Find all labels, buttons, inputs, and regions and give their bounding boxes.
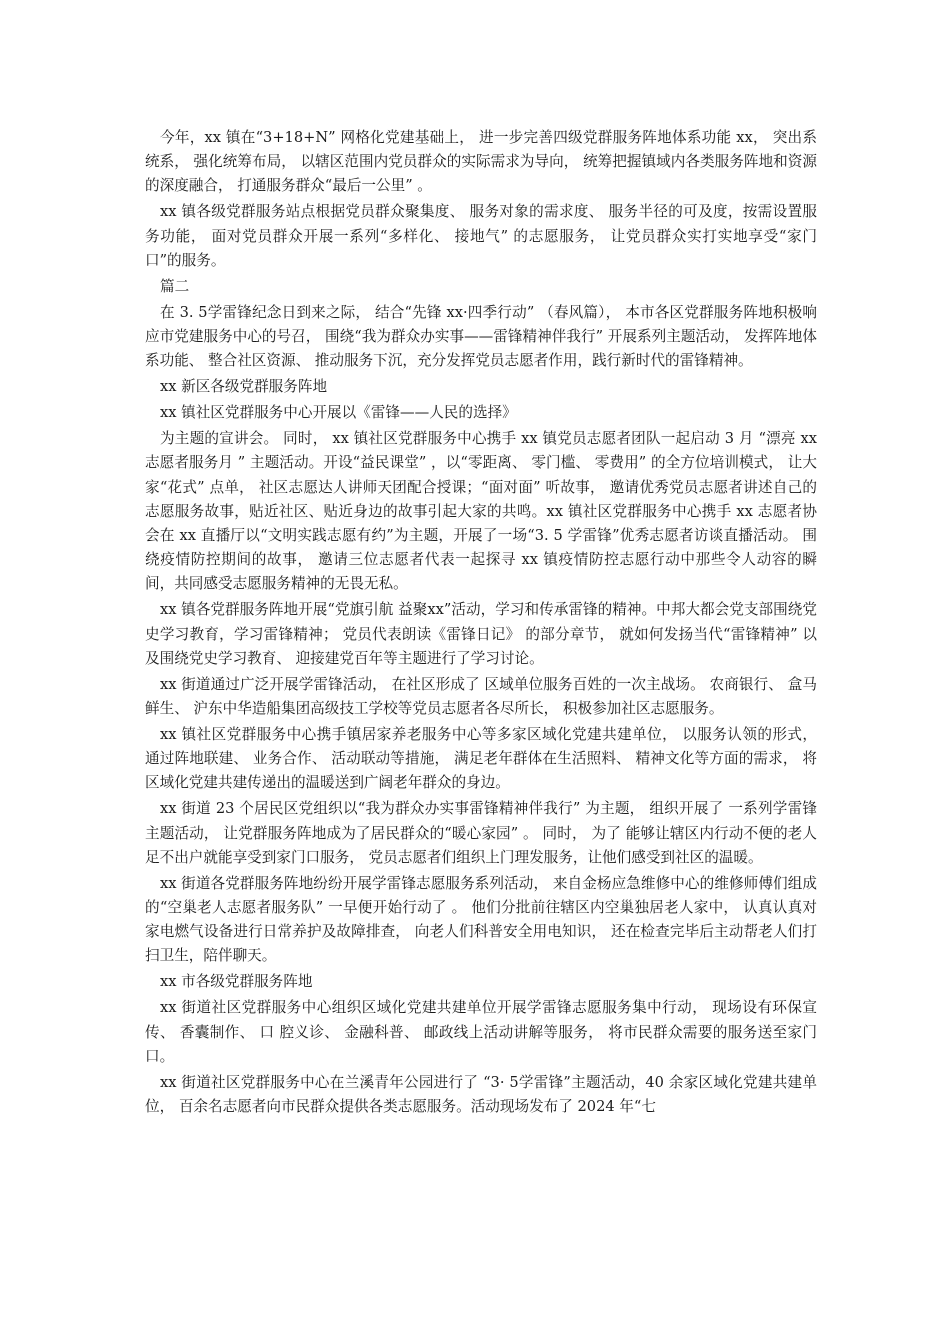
paragraph-leifeng-day: 在 3. 5学雷锋纪念日到来之际， 结合“先锋 xx·四季行动” （春风篇）， 本市各区党群服务阵地积极响应市党建服务中心的号召， 围绕“我为群众办实事——雷锋精神伴我行” 开展系列主题活动， 发挥阵地体系功能、 整合社区资源、 推动服务下沉，充分发挥党员志愿者作用，践行新时代的雷锋精神。	[145, 303, 817, 370]
paragraph-lecture-title: xx 镇社区党群服务中心开展以《雷锋——人民的选择》	[160, 404, 517, 422]
paragraph-repair-team: xx 街道各党群服务阵地纷纷开展学雷锋志愿服务系列活动， 来自金杨应急维修中心的维修师傅们组成的“空巢老人志愿者服务队” 一早便开始行动了 。 他们分批前往辖区内空巢独居老人家中， 认真认真对家电燃气设备进行日常养护及故障排查， 向老人们科普安全用电知识， 还在检查完毕后主动帮老人们打扫卫生，陪伴聊天。	[145, 874, 817, 965]
paragraph-youth-park: xx 街道社区党群服务中心在兰溪青年公园进行了 “3· 5学雷锋”主题活动，40 余家区域化党建共建单位， 百余名志愿者向市民群众提供各类志愿服务。活动现场发布了 2024 年“七	[145, 1073, 817, 1116]
paragraph-elderly-care: xx 镇社区党群服务中心携手镇居家养老服务中心等多家区域化党建共建单位， 以服务认领的形式， 通过阵地联建、 业务合作、 活动联动等措施， 满足老年群体在生活照料、 精神文化等方面的需求， 将区域化党建共建传递出的温暖送到广阔老年群众的身边。	[145, 726, 817, 792]
paragraph-street-activities: xx 街道通过广泛开展学雷锋活动， 在社区形成了 区域单位服务百姓的一次主战场。 农商银行、 盒马鲜生、 沪东中华造船集团高级技工学校等党员志愿者各尽所长， 积极参加社区志愿服务。	[145, 675, 817, 718]
paragraph-volunteer-month: 为主题的宣讲会。 同时， xx 镇社区党群服务中心携手 xx 镇党员志愿者团队一起启动 3 月 “漂亮 xx 志愿者服务月 ” 主题活动。开设“益民课堂” ，以“零距离、 零门槛、 零费用” 的全方位培训模式， 让大家“花式” 点单， 社区志愿达人讲师天团配合授课；“面对面” 听故事， 邀请优秀党员志愿者讲述自己的志愿服务故事，贴近社区、贴近身边的故事引起大家的共鸣。xx 镇社区党群服务中心携手 xx 志愿者协会在 xx 直播厅以“文明实践志愿有约”为主题，开展了一场“3. 5 学雷锋”优秀志愿者访谈直播活动。 围绕疫情防控期间的故事， 邀请三位志愿者代表一起探寻 xx 镇疫情防控志愿行动中那些令人动容的瞬间，共同感受志愿服务精神的无畏无私。	[145, 430, 817, 593]
paragraph-residential-committees: xx 街道 23 个居民区党组织以“我为群众办实事雷锋精神伴我行” 为主题， 组织开展了 一系列学雷锋主题活动， 让党群服务阵地成为了居民群众的“暖心家园” 。 同时， 为了 能够让辖区内行动不便的老人足不出户就能享受到家门口服务， 党员志愿者们组织上门理发服务，让他们感受到社区的温暖。	[145, 800, 817, 866]
paragraph-intro: 今年，xx 镇在“3+18+N” 网格化党建基础上， 进一步完善四级党群服务阵地体系功能 xx， 突出系统系， 强化统筹布局， 以辖区范围内党员群众的实际需求为导向， 统筹把握镇域内各类服务阵地和资源的深度融合， 打通服务群众“最后一公里” 。	[145, 129, 817, 195]
paragraph-centralized-action: xx 街道社区党群服务中心组织区域化党建共建单位开展学雷锋志愿服务集中行动， 现场设有环保宣传、 香囊制作、 口 腔义诊、 金融科普、 邮政线上活动讲解等服务， 将市民群众需要的服务送至家门口。	[145, 999, 817, 1065]
subheading-new-district: xx 新区各级党群服务阵地	[160, 378, 328, 396]
section-heading-part-two: 篇二	[160, 277, 190, 295]
paragraph-service-stations: xx 镇各级党群服务站点根据党员群众聚集度、 服务对象的需求度、 服务半径的可及度，按需设置服务功能， 面对党员群众开展一系列“多样化、 接地气” 的志愿服务， 让党员群众实打实地享受“家门口”的服务。	[145, 203, 817, 269]
subheading-city: xx 市各级党群服务阵地	[160, 973, 313, 991]
document-body	[145, 126, 817, 1121]
paragraph-party-flag: xx 镇各党群服务阵地开展“党旗引航 益聚xx”活动，学习和传承雷锋的精神。中邦大都会党支部围绕党史学习教育，学习雷锋精神； 党员代表朗读《雷锋日记》 的部分章节， 就如何发扬当代“雷锋精神” 以及围绕党史学习教育、 迎接建党百年等主题进行了学习讨论。	[145, 601, 817, 667]
